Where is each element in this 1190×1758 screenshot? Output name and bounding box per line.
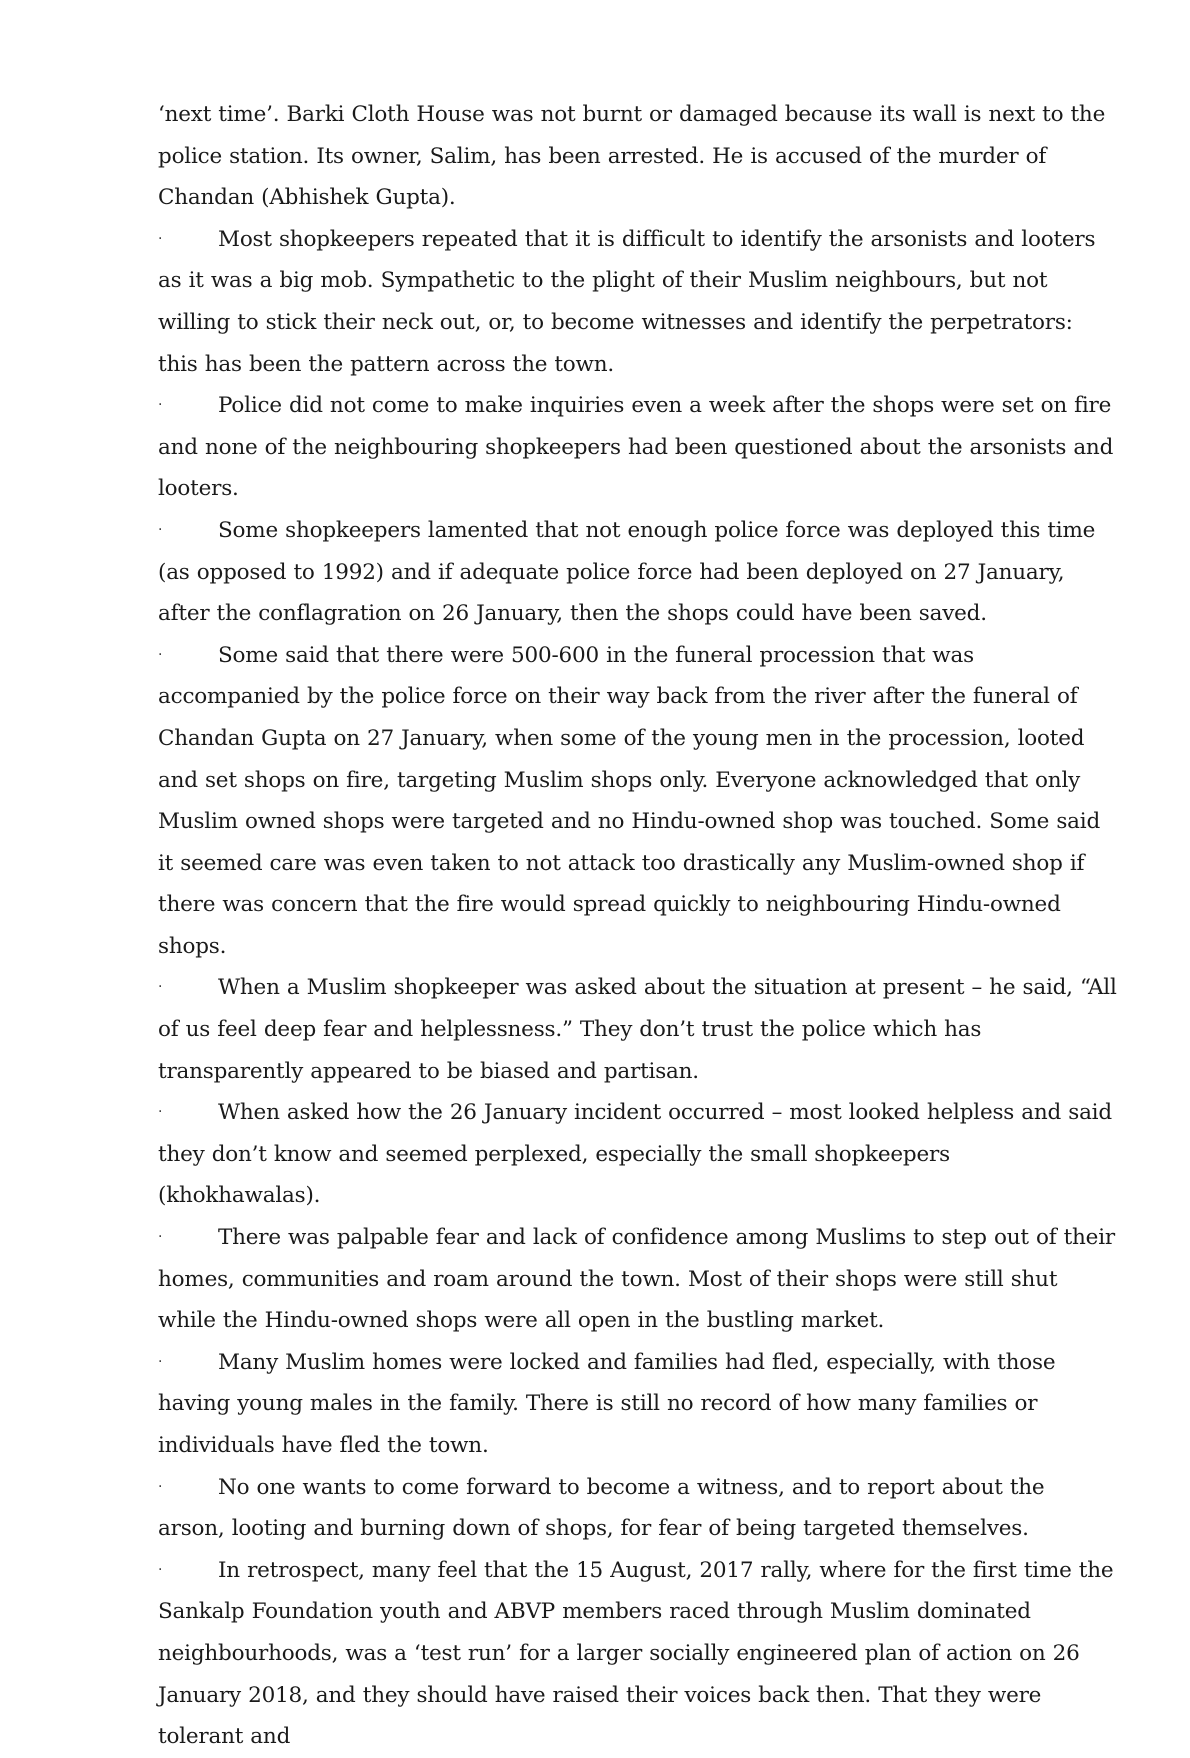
bullet-text: No one wants to come forward to become a witness, and to report about the arson, looting and burning down of shops, for fear of being targeted themselves. [158,1474,1045,1542]
bullet-mark: · [158,979,163,996]
document-page [158,94,1118,1758]
bullet-item [158,1092,1118,1217]
bullet-item [158,219,1118,385]
bullet-mark: · [158,397,163,414]
bullet-text: Police did not come to make inquiries even a week after the shops were set on fire and none of the neighbouring shopkeepers had been questioned about the arsonists and looters. [158,393,1114,502]
bullet-item [158,1550,1118,1758]
bullet-text: There was palpable fear and lack of confidence among Muslims to step out of their homes, communities and roam around the town. Most of their shops were still shut while the Hindu-owned shops were all open in the bustling market. [158,1225,1115,1334]
bullet-text: Some shopkeepers lamented that not enough police force was deployed this time (as opposed to 1992) and if adequate police force had been deployed on 27 January, after the conflagration on 26 January, then the shops could have been saved. [158,517,1096,627]
bullet-text: In retrospect, many feel that the 15 August, 2017 rally, where for the first time the Sankalp Foundation youth and ABVP members raced through Muslim dominated neighbourhoods, was a ‘test run’ for a larger socially engineered plan of action on 26 January 2018, and they should have raised their voices back then. That they were tolerant and [158,1557,1114,1750]
bullet-item [158,510,1118,635]
opening-paragraph: ‘next time’. Barki Cloth House was not burnt or damaged because its wall is next to the police station. Its owner, Salim, has been arrested. He is accused of the murder of Chandan (Abhishek Gupta). [158,102,1106,211]
bullet-mark: · [158,521,163,538]
bullet-mark: · [158,646,163,663]
bullet-item [158,1342,1118,1467]
bullet-mark: · [158,1561,163,1578]
bullet-text: When asked how the 26 January incident occurred – most looked helpless and said they don’t know and seemed perplexed, especially the small shopkeepers (khokhawalas). [158,1100,1112,1209]
bullet-item [158,385,1118,510]
bullet-mark: · [158,1229,163,1246]
bullet-mark: · [158,1353,163,1370]
bullet-text: Some said that there were 500-600 in the funeral procession that was accompanied by the police force on their way back from the river after the funeral of Chandan Gupta on 27 January, when some of the young men in the procession, looted and set shops on fire, targeting Muslim shops only. Everyone acknowledged that only Muslim owned shops were targeted and no Hindu-owned shop was touched. Some said it seemed care was even taken to not attack too drastically any Muslim-owned shop if there was concern that the fire would spread quickly to neighbouring Hindu-owned shops. [158,642,1101,959]
bullet-mark: · [158,1104,163,1121]
bullet-mark: · [158,230,163,247]
bullet-item [158,967,1118,1092]
bullet-item [158,1217,1118,1342]
bullet-text: Most shopkeepers repeated that it is difficult to identify the arsonists and looters as it was a big mob. Sympathetic to the plight of their Muslim neighbours, but not willing to stick their neck out, or, to become witnesses and identify the perpetrators: this has been the pattern across the town. [158,226,1096,377]
bullet-item [158,635,1118,968]
bullet-mark: · [158,1478,163,1495]
bullet-text: Many Muslim homes were locked and families had fled, especially, with those having young males in the family. There is still no record of how many families or individuals have fled the town. [158,1349,1056,1458]
bullet-text: When a Muslim shopkeeper was asked about the situation at present – he said, “All of us feel deep fear and helplessness.” They don’t trust the police which has transparently appeared to be biased and partisan. [158,975,1117,1084]
bullet-item [158,1467,1118,1550]
